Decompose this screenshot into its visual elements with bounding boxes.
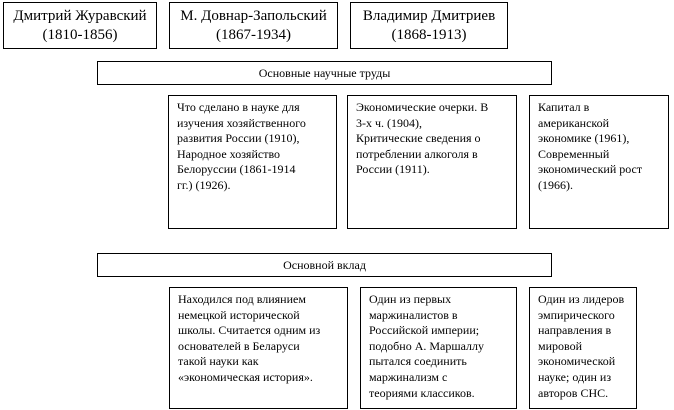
cell-line: авторов СНС. (538, 385, 609, 400)
cell-line: экономике (1961), (538, 131, 630, 146)
cell-line: пытался соединить (369, 354, 467, 369)
cell-line: науке; один из (538, 369, 612, 384)
cell-line: России (1911). (356, 162, 430, 177)
works-cell-dovnar-zapolsky (347, 95, 517, 229)
cell-line: такой науки как (178, 354, 259, 369)
contribution-cell-dovnar-zapolsky (169, 287, 348, 409)
person-box-dovnar-zapolsky (169, 2, 338, 49)
cell-line: потреблении алкоголя в (356, 146, 478, 161)
cell-line: направления в (538, 323, 612, 338)
person-box-dmitriev (350, 2, 508, 49)
cell-line: школы. Считается одним из (178, 323, 321, 338)
cell-line: теориями классиков. (369, 385, 475, 400)
works-header: Основные научные труды (97, 61, 552, 85)
person-years: (1868-1913) (391, 27, 467, 43)
works-cell-zhuravsky (168, 95, 337, 229)
cell-line: экономический рост (538, 162, 643, 177)
person-name: Владимир Дмитриев (362, 8, 496, 24)
cell-line: Капитал в (538, 100, 590, 114)
cell-line: Находился под влиянием (178, 292, 306, 306)
cell-line: «экономическая история». (178, 369, 313, 384)
cell-line: американской (538, 115, 610, 130)
cell-line: гг.) (1926). (177, 177, 231, 192)
cell-line: основателей в Беларуси (178, 338, 300, 353)
person-name: М. Довнар-Запольский (180, 8, 327, 24)
cell-line: Что сделано в науке для (177, 100, 300, 114)
contribution-cell-dmitriev (360, 287, 517, 409)
cell-line: (1966). (538, 177, 573, 192)
contribution-header: Основной вклад (97, 253, 552, 277)
cell-line: мировой (538, 338, 583, 353)
works-cell-dmitriev (529, 95, 669, 229)
person-years: (1867-1934) (216, 27, 291, 43)
cell-line: Российской империи; (369, 323, 480, 338)
cell-line: развития России (1910), (177, 131, 300, 146)
contribution-cell-third (529, 287, 637, 409)
cell-line: Экономические очерки. В (356, 100, 489, 114)
cell-line: Критические сведения о (356, 131, 481, 146)
cell-line: Современный (538, 146, 610, 161)
cell-line: маржиналистов в (369, 307, 458, 322)
cell-line: подобно А. Маршаллу (369, 338, 485, 353)
cell-line: 3-х ч. (1904), (356, 115, 423, 130)
person-name: Дмитрий Журавский (13, 8, 147, 24)
cell-line: Народное хозяйство (177, 146, 281, 161)
cell-line: немецкой исторической (178, 307, 300, 322)
person-box-zhuravsky (3, 2, 157, 49)
cell-line: экономической (538, 354, 616, 369)
cell-line: эмпирического (538, 307, 615, 322)
person-years: (1810-1856) (42, 27, 118, 43)
cell-line: Один из лидеров (538, 292, 625, 306)
cell-line: маржинализм с (369, 369, 448, 384)
cell-line: изучения хозяйственного (177, 115, 306, 130)
cell-line: Один из первых (369, 292, 452, 306)
cell-line: Белоруссии (1861-1914 (177, 162, 296, 177)
